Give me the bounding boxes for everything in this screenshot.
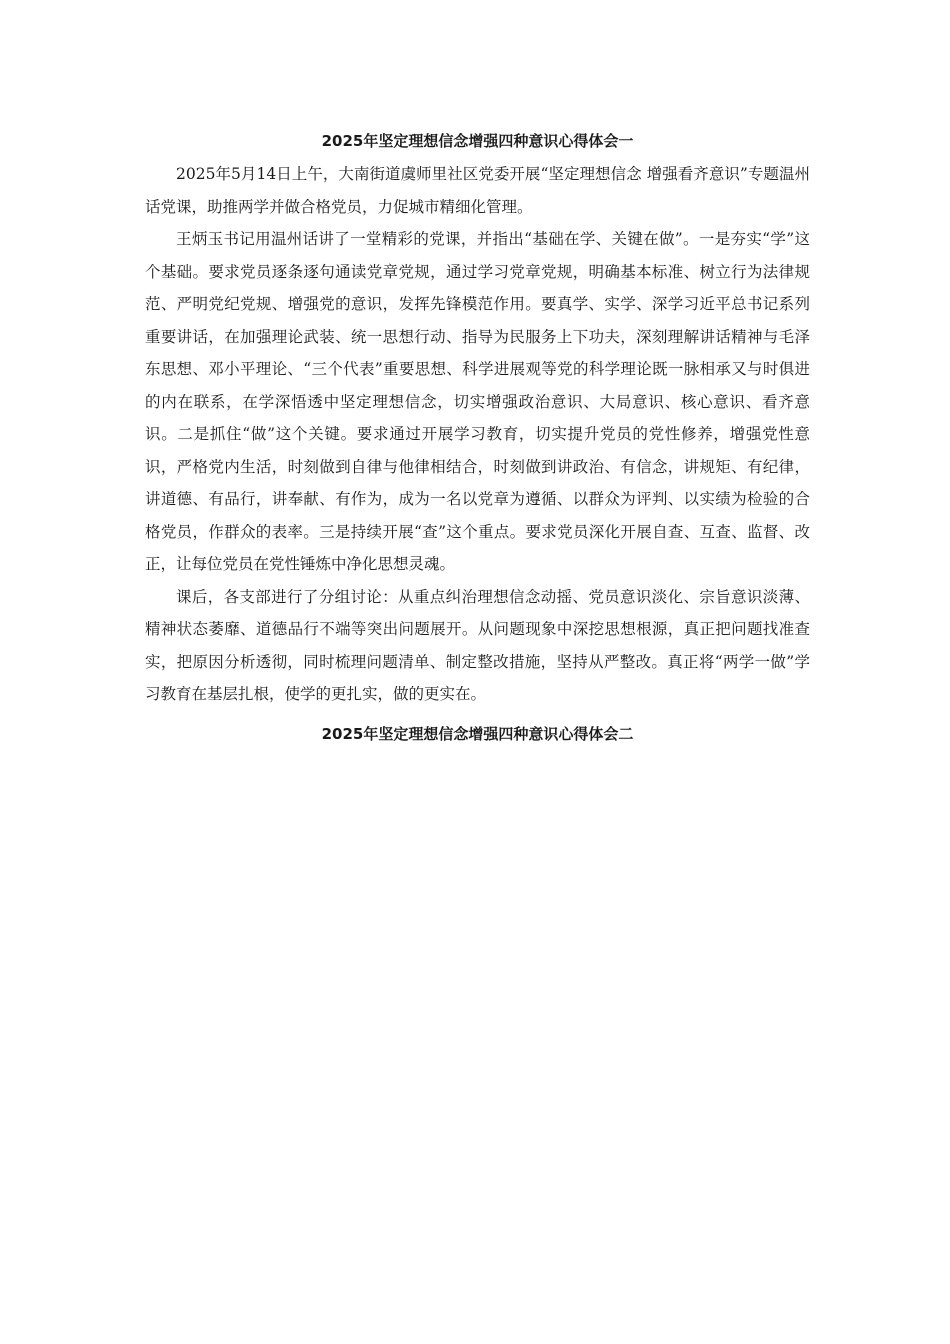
document-title-two: 2025年坚定理想信念增强四种意识心得体会二: [321, 724, 634, 743]
paragraph-lecture: 王炳玉书记用温州话讲了一堂精彩的党课，并指出“基础在学、关键在做”。一是夯实“学”这个基础。要求党员逐条逐句通读党章党规，通过学习党章党规，明确基本标准、树立行为法律规范、严明党纪党规、增强党的意识，发挥先锋模范作用。要真学、实学、深学习近平总书记系列重要讲话，在加强理论武装、统一思想行动、指导为民服务上下功夫，深刻理解讲话精神与毛泽东思想、邓小平理论、“三个代表”重要思想、科学进展观等党的科学理论既一脉相承又与时俱进的内在联系，在学深悟透中坚定理想信念，切实增强政治意识、大局意识、核心意识、看齐意识。二是抓住“做”这个关键。要求通过开展学习教育，切实提升党员的党性修养，增强党性意识，严格党内生活，时刻做到自律与他律相结合，时刻做到讲政治、有信念，讲规矩、有纪律，讲道德、有品行，讲奉献、有作为，成为一名以党章为遵循、以群众为评判、以实绩为检验的合格党员，作群众的表率。三是持续开展“查”这个重点。要求党员深化开展自查、互查、监督、改正，让每位党员在党性锤炼中净化思想灵魂。: [145, 230, 810, 573]
document-page: [145, 126, 810, 749]
paragraph-discussion: 课后，各支部进行了分组讨论：从重点纠治理想信念动摇、党员意识淡化、宗旨意识淡薄、精神状态萎靡、道德品行不端等突出问题展开。从问题现象中深挖思想根源，真正把问题找准查实，把原因分析透彻，同时梳理问题清单、制定整改措施，坚持从严整改。真正将“两学一做”学习教育在基层扎根，使学的更扎实，做的更实在。: [145, 587, 810, 703]
paragraph-intro: 2025年5月14日上午，大南街道虞师里社区党委开展“坚定理想信念 增强看齐意识”专题温州话党课，助推两学并做合格党员，力促城市精细化管理。: [145, 165, 810, 216]
document-title-one: 2025年坚定理想信念增强四种意识心得体会一: [321, 132, 634, 150]
